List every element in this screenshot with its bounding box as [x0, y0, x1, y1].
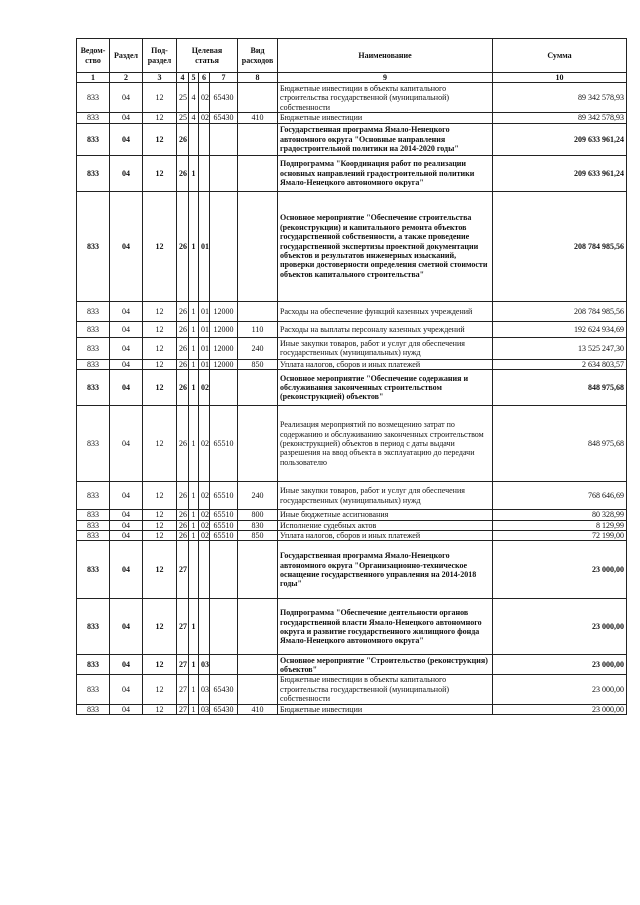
target-code-3-cell: 02: [199, 370, 210, 406]
razdel-cell: 04: [110, 113, 143, 123]
table-row: [77, 83, 627, 113]
name-cell: Реализация мероприятий по возмещению затрат по содержанию и обслуживанию законченных строительством (реконструкцией) объектов в период с даты выдачи разрешения на ввод объекта в эксплуатацию до передачи пользователю: [278, 406, 493, 482]
ved-cell: 833: [77, 510, 110, 520]
name-cell: Исполнение судебных актов: [278, 520, 493, 530]
razdel-cell: 04: [110, 191, 143, 301]
colnum-9: 9: [278, 73, 493, 83]
header-celevaya-statya: Целевая статья: [177, 39, 238, 73]
ved-cell: 833: [77, 123, 110, 155]
razdel-cell: 04: [110, 301, 143, 321]
target-code-1-cell: 27: [177, 541, 189, 599]
ved-cell: 833: [77, 655, 110, 675]
razdel-cell: 04: [110, 482, 143, 510]
target-code-2-cell: 1: [189, 482, 199, 510]
table-row: [77, 510, 627, 520]
sum-cell: 208 784 985,56: [493, 191, 627, 301]
sum-cell: 13 525 247,30: [493, 337, 627, 359]
vid-rashodov-cell: 850: [238, 359, 278, 369]
ved-cell: 833: [77, 541, 110, 599]
razdel-cell: 04: [110, 675, 143, 704]
vid-rashodov-cell: 240: [238, 337, 278, 359]
target-code-4-cell: 12000: [210, 359, 238, 369]
target-code-2-cell: 1: [189, 599, 199, 655]
target-code-1-cell: 26: [177, 370, 189, 406]
target-code-2-cell: 1: [189, 321, 199, 337]
target-code-4-cell: [210, 599, 238, 655]
header-podrazdel: Под-раздел: [143, 39, 177, 73]
table-row: [77, 321, 627, 337]
sum-cell: 192 624 934,69: [493, 321, 627, 337]
colnum-7: 7: [210, 73, 238, 83]
target-code-4-cell: [210, 370, 238, 406]
table-row: [77, 406, 627, 482]
name-cell: Бюджетные инвестиции в объекты капитального строительства государственной (муниципальной) собственности: [278, 675, 493, 704]
sum-cell: 23 000,00: [493, 599, 627, 655]
ved-cell: 833: [77, 704, 110, 714]
ved-cell: 833: [77, 155, 110, 191]
vid-rashodov-cell: 410: [238, 113, 278, 123]
target-code-3-cell: [199, 599, 210, 655]
vid-rashodov-cell: 240: [238, 482, 278, 510]
ved-cell: 833: [77, 482, 110, 510]
razdel-cell: 04: [110, 531, 143, 541]
name-cell: Подпрограмма "Обеспечение деятельности органов государственной власти Ямало-Ненецкого автономного округа и развитие государственного жилищного фонда Ямало-Ненецкого автономного округа": [278, 599, 493, 655]
target-code-2-cell: 1: [189, 406, 199, 482]
target-code-4-cell: 65510: [210, 510, 238, 520]
razdel-cell: 04: [110, 520, 143, 530]
ved-cell: 833: [77, 531, 110, 541]
colnum-2: 2: [110, 73, 143, 83]
target-code-3-cell: 02: [199, 113, 210, 123]
target-code-3-cell: 03: [199, 704, 210, 714]
ved-cell: 833: [77, 301, 110, 321]
sum-cell: 209 633 961,24: [493, 123, 627, 155]
target-code-3-cell: 01: [199, 321, 210, 337]
vid-rashodov-cell: [238, 155, 278, 191]
target-code-1-cell: 26: [177, 337, 189, 359]
razdel-cell: 04: [110, 406, 143, 482]
razdel-cell: 04: [110, 123, 143, 155]
target-code-2-cell: 1: [189, 191, 199, 301]
target-code-1-cell: 26: [177, 520, 189, 530]
target-code-1-cell: 26: [177, 482, 189, 510]
target-code-3-cell: 01: [199, 191, 210, 301]
target-code-4-cell: 65510: [210, 482, 238, 510]
table-row: [77, 655, 627, 675]
target-code-2-cell: 1: [189, 359, 199, 369]
name-cell: Бюджетные инвестиции: [278, 704, 493, 714]
target-code-4-cell: 12000: [210, 321, 238, 337]
target-code-2-cell: [189, 123, 199, 155]
razdel-cell: 04: [110, 370, 143, 406]
target-code-3-cell: 01: [199, 337, 210, 359]
vid-rashodov-cell: 110: [238, 321, 278, 337]
target-code-1-cell: 27: [177, 599, 189, 655]
target-code-3-cell: 03: [199, 675, 210, 704]
table-row: [77, 191, 627, 301]
name-cell: Расходы на обеспечение функций казенных учреждений: [278, 301, 493, 321]
podrazdel-cell: 12: [143, 406, 177, 482]
target-code-1-cell: 27: [177, 655, 189, 675]
target-code-3-cell: 01: [199, 301, 210, 321]
name-cell: Бюджетные инвестиции: [278, 113, 493, 123]
header-vid-rashodov: Вид расходов: [238, 39, 278, 73]
table-row: [77, 599, 627, 655]
table-row: [77, 359, 627, 369]
target-code-3-cell: 03: [199, 655, 210, 675]
podrazdel-cell: 12: [143, 531, 177, 541]
vid-rashodov-cell: [238, 83, 278, 113]
name-cell: Иные закупки товаров, работ и услуг для обеспечения государственных (муниципальных) нужд: [278, 482, 493, 510]
razdel-cell: 04: [110, 655, 143, 675]
budget-rows: [77, 83, 627, 715]
header-vedomstvo: Ведом-ство: [77, 39, 110, 73]
table-row: [77, 123, 627, 155]
sum-cell: 72 199,00: [493, 531, 627, 541]
podrazdel-cell: 12: [143, 541, 177, 599]
table-row: [77, 113, 627, 123]
sum-cell: 848 975,68: [493, 370, 627, 406]
table-row: [77, 520, 627, 530]
target-code-3-cell: [199, 155, 210, 191]
name-cell: Основное мероприятие "Обеспечение содержания и обслуживания законченных строительством (реконструкцией) объектов": [278, 370, 493, 406]
target-code-4-cell: [210, 155, 238, 191]
target-code-4-cell: 12000: [210, 337, 238, 359]
colnum-6: 6: [199, 73, 210, 83]
name-cell: Расходы на выплаты персоналу казенных учреждений: [278, 321, 493, 337]
podrazdel-cell: 12: [143, 83, 177, 113]
target-code-4-cell: 65430: [210, 113, 238, 123]
column-number-row: [77, 73, 627, 83]
podrazdel-cell: 12: [143, 113, 177, 123]
ved-cell: 833: [77, 321, 110, 337]
sum-cell: 848 975,68: [493, 406, 627, 482]
ved-cell: 833: [77, 370, 110, 406]
target-code-1-cell: 27: [177, 675, 189, 704]
razdel-cell: 04: [110, 599, 143, 655]
target-code-1-cell: 26: [177, 191, 189, 301]
target-code-3-cell: 02: [199, 531, 210, 541]
podrazdel-cell: 12: [143, 301, 177, 321]
target-code-2-cell: 1: [189, 337, 199, 359]
target-code-4-cell: 65510: [210, 520, 238, 530]
podrazdel-cell: 12: [143, 704, 177, 714]
budget-table: [76, 38, 627, 715]
podrazdel-cell: 12: [143, 520, 177, 530]
header-naimenovanie: Наименование: [278, 39, 493, 73]
sum-cell: 2 634 803,57: [493, 359, 627, 369]
podrazdel-cell: 12: [143, 655, 177, 675]
colnum-3: 3: [143, 73, 177, 83]
ved-cell: 833: [77, 359, 110, 369]
target-code-3-cell: [199, 541, 210, 599]
name-cell: Государственная программа Ямало-Ненецкого автономного округа "Основные направления градостроительной политики на 2014-2020 годы": [278, 123, 493, 155]
target-code-3-cell: 02: [199, 83, 210, 113]
vid-rashodov-cell: [238, 655, 278, 675]
sum-cell: 23 000,00: [493, 704, 627, 714]
podrazdel-cell: 12: [143, 370, 177, 406]
target-code-2-cell: 1: [189, 301, 199, 321]
vid-rashodov-cell: 830: [238, 520, 278, 530]
target-code-1-cell: 26: [177, 531, 189, 541]
razdel-cell: 04: [110, 541, 143, 599]
colnum-4: 4: [177, 73, 189, 83]
colnum-8: 8: [238, 73, 278, 83]
table-row: [77, 155, 627, 191]
target-code-4-cell: [210, 541, 238, 599]
target-code-4-cell: 65430: [210, 704, 238, 714]
vid-rashodov-cell: [238, 191, 278, 301]
colnum-1: 1: [77, 73, 110, 83]
colnum-5: 5: [189, 73, 199, 83]
target-code-2-cell: 1: [189, 531, 199, 541]
table-row: [77, 482, 627, 510]
podrazdel-cell: 12: [143, 155, 177, 191]
colnum-10: 10: [493, 73, 627, 83]
razdel-cell: 04: [110, 155, 143, 191]
target-code-4-cell: 65510: [210, 531, 238, 541]
podrazdel-cell: 12: [143, 337, 177, 359]
target-code-2-cell: 1: [189, 704, 199, 714]
table-row: [77, 704, 627, 714]
vid-rashodov-cell: [238, 370, 278, 406]
target-code-4-cell: [210, 123, 238, 155]
header-summa: Сумма: [493, 39, 627, 73]
target-code-1-cell: 26: [177, 321, 189, 337]
razdel-cell: 04: [110, 359, 143, 369]
target-code-3-cell: 01: [199, 359, 210, 369]
sum-cell: 208 784 985,56: [493, 301, 627, 321]
table-row: [77, 370, 627, 406]
razdel-cell: 04: [110, 337, 143, 359]
vid-rashodov-cell: 410: [238, 704, 278, 714]
target-code-1-cell: 26: [177, 510, 189, 520]
sum-cell: 209 633 961,24: [493, 155, 627, 191]
sum-cell: 23 000,00: [493, 655, 627, 675]
header-razdel: Раздел: [110, 39, 143, 73]
sum-cell: 89 342 578,93: [493, 83, 627, 113]
podrazdel-cell: 12: [143, 599, 177, 655]
vid-rashodov-cell: [238, 406, 278, 482]
target-code-2-cell: 1: [189, 155, 199, 191]
table-row: [77, 531, 627, 541]
target-code-3-cell: [199, 123, 210, 155]
header-row: [77, 39, 627, 73]
vid-rashodov-cell: [238, 301, 278, 321]
podrazdel-cell: 12: [143, 191, 177, 301]
name-cell: Государственная программа Ямало-Ненецкого автономного округа "Организационно-техническое оснащение государственного управления на 2014-2018 годы": [278, 541, 493, 599]
target-code-4-cell: 65430: [210, 675, 238, 704]
target-code-2-cell: 1: [189, 510, 199, 520]
podrazdel-cell: 12: [143, 482, 177, 510]
target-code-1-cell: 25: [177, 113, 189, 123]
ved-cell: 833: [77, 406, 110, 482]
target-code-1-cell: 27: [177, 704, 189, 714]
target-code-1-cell: 26: [177, 359, 189, 369]
target-code-2-cell: 4: [189, 83, 199, 113]
name-cell: Бюджетные инвестиции в объекты капитального строительства государственной (муниципальной) собственности: [278, 83, 493, 113]
razdel-cell: 04: [110, 704, 143, 714]
sum-cell: 768 646,69: [493, 482, 627, 510]
razdel-cell: 04: [110, 321, 143, 337]
podrazdel-cell: 12: [143, 321, 177, 337]
name-cell: Подпрограмма "Координация работ по реализации основных направлений градостроительной политики Ямало-Ненецкого автономного округа": [278, 155, 493, 191]
table-row: [77, 675, 627, 704]
target-code-4-cell: [210, 191, 238, 301]
target-code-4-cell: [210, 655, 238, 675]
vid-rashodov-cell: 800: [238, 510, 278, 520]
target-code-3-cell: 02: [199, 520, 210, 530]
name-cell: Иные бюджетные ассигнования: [278, 510, 493, 520]
target-code-3-cell: 02: [199, 482, 210, 510]
ved-cell: 833: [77, 191, 110, 301]
ved-cell: 833: [77, 337, 110, 359]
vid-rashodov-cell: [238, 675, 278, 704]
vid-rashodov-cell: [238, 541, 278, 599]
target-code-1-cell: 26: [177, 155, 189, 191]
table-row: [77, 541, 627, 599]
ved-cell: 833: [77, 599, 110, 655]
target-code-2-cell: [189, 541, 199, 599]
ved-cell: 833: [77, 520, 110, 530]
sum-cell: 8 129,99: [493, 520, 627, 530]
name-cell: Основное мероприятие "Строительство (реконструкция) объектов": [278, 655, 493, 675]
table-row: [77, 337, 627, 359]
podrazdel-cell: 12: [143, 123, 177, 155]
razdel-cell: 04: [110, 83, 143, 113]
target-code-2-cell: 1: [189, 520, 199, 530]
target-code-2-cell: 4: [189, 113, 199, 123]
sum-cell: 23 000,00: [493, 541, 627, 599]
target-code-3-cell: 02: [199, 406, 210, 482]
target-code-4-cell: 65510: [210, 406, 238, 482]
vid-rashodov-cell: 850: [238, 531, 278, 541]
target-code-4-cell: 12000: [210, 301, 238, 321]
name-cell: Иные закупки товаров, работ и услуг для обеспечения государственных (муниципальных) нужд: [278, 337, 493, 359]
target-code-2-cell: 1: [189, 655, 199, 675]
podrazdel-cell: 12: [143, 510, 177, 520]
ved-cell: 833: [77, 83, 110, 113]
razdel-cell: 04: [110, 510, 143, 520]
podrazdel-cell: 12: [143, 359, 177, 369]
vid-rashodov-cell: [238, 599, 278, 655]
vid-rashodov-cell: [238, 123, 278, 155]
target-code-2-cell: 1: [189, 370, 199, 406]
name-cell: Уплата налогов, сборов и иных платежей: [278, 531, 493, 541]
name-cell: Уплата налогов, сборов и иных платежей: [278, 359, 493, 369]
podrazdel-cell: 12: [143, 675, 177, 704]
target-code-1-cell: 26: [177, 123, 189, 155]
target-code-1-cell: 26: [177, 406, 189, 482]
ved-cell: 833: [77, 675, 110, 704]
sum-cell: 80 328,99: [493, 510, 627, 520]
sum-cell: 89 342 578,93: [493, 113, 627, 123]
name-cell: Основное мероприятие "Обеспечение строительства (реконструкции) и капитального ремонта объектов государственной собственности, а также проведение государственной экспертизы проектной документации объектов и результатов инженерных изысканий, проверки достоверности определения сметной стоимости объектов капитального строительства": [278, 191, 493, 301]
target-code-4-cell: 65430: [210, 83, 238, 113]
target-code-1-cell: 25: [177, 83, 189, 113]
table-row: [77, 301, 627, 321]
target-code-2-cell: 1: [189, 675, 199, 704]
sum-cell: 23 000,00: [493, 675, 627, 704]
target-code-1-cell: 26: [177, 301, 189, 321]
ved-cell: 833: [77, 113, 110, 123]
target-code-3-cell: 02: [199, 510, 210, 520]
